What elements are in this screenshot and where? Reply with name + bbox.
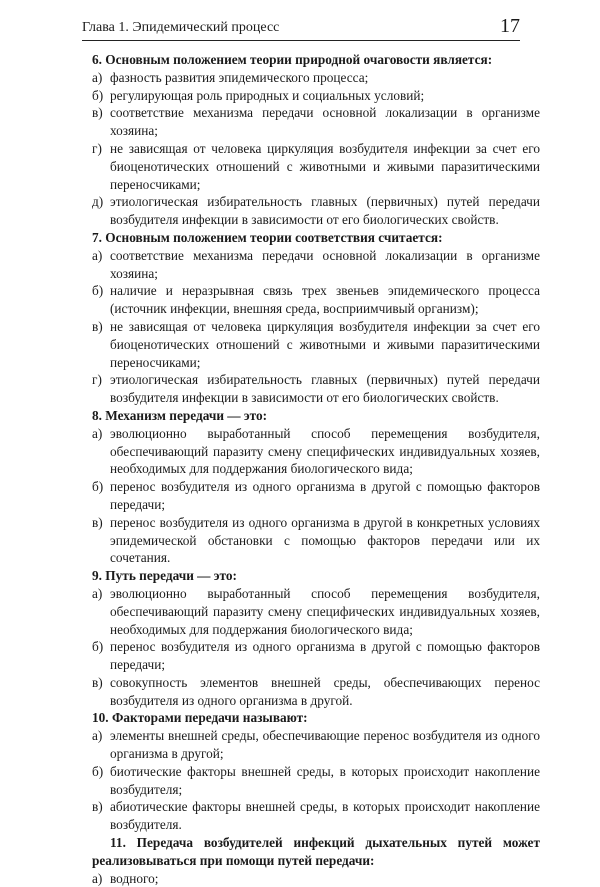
question-block xyxy=(92,407,540,567)
option-text: водного; xyxy=(110,870,159,886)
answer-option xyxy=(92,798,540,834)
option-text: регулирующая роль природных и социальных условий; xyxy=(110,87,425,103)
option-text: перенос возбудителя из одного организма в другой в конкретных условиях эпидемической обстановки с помощью факторов передачи или их сочетания. xyxy=(110,514,540,566)
question-block xyxy=(92,229,540,407)
answer-option xyxy=(92,514,540,567)
option-letter: а) xyxy=(92,69,103,85)
option-text: не зависящая от человека циркуляция возбудителя инфекции за счет его биоценотических отношений с животными и живыми паразитическими переносчиками; xyxy=(110,318,540,370)
answer-option xyxy=(92,763,540,799)
option-letter: а) xyxy=(92,425,103,441)
answer-option xyxy=(92,371,540,407)
option-text: биотические факторы внешней среды, в которых происходит накопление возбудителя; xyxy=(110,763,540,797)
answer-option xyxy=(92,247,540,283)
option-text: наличие и неразрывная связь трех звеньев эпидемического процесса (источник инфекции, внешняя среда, восприимчивый организм); xyxy=(110,283,540,317)
option-letter: д) xyxy=(92,194,104,210)
option-text: эволюционно выработанный способ перемещения возбудителя, обеспечивающий паразиту смену специфических индивидуальных хозяев, необходимых для поддержания биологического вида; xyxy=(110,425,540,477)
option-letter: а) xyxy=(92,247,103,263)
question-title: 10. Факторами передачи называют: xyxy=(92,710,308,726)
answer-option xyxy=(92,87,540,105)
option-text: не зависящая от человека циркуляция возбудителя инфекции за счет его биоценотических отношений с животными и живыми паразитическими переносчиками; xyxy=(110,140,540,192)
question-block xyxy=(92,567,540,709)
page-number: 17 xyxy=(500,15,520,37)
answer-option xyxy=(92,478,540,514)
answer-option xyxy=(92,140,540,193)
question-title: 7. Основным положением теории соответствия считается: xyxy=(92,229,443,245)
answer-option xyxy=(92,638,540,674)
question-title: 6. Основным положением теории природной очаговости является: xyxy=(92,52,493,67)
option-letter: а) xyxy=(92,728,103,744)
option-letter: в) xyxy=(92,105,103,121)
option-letter: б) xyxy=(92,283,104,299)
option-letter: б) xyxy=(92,639,104,655)
question-block xyxy=(92,834,540,887)
option-letter: в) xyxy=(92,674,103,690)
option-letter: б) xyxy=(92,479,104,495)
question-block xyxy=(92,709,540,834)
option-text: перенос возбудителя из одного организма в другой с помощью факторов передачи; xyxy=(110,479,540,512)
option-text: этиологическая избирательность главных (первичных) путей передачи возбудителя инфекции в зависимости от его биологических свойств. xyxy=(110,372,540,406)
option-text: соответствие механизма передачи основной локализации в организме хозяина; xyxy=(110,105,540,139)
option-text: эволюционно выработанный способ перемещения возбудителя, обеспечивающий паразиту смену специфических индивидуальных хозяев, необходимых для поддержания биологического вида; xyxy=(110,585,540,637)
answer-option xyxy=(92,193,540,229)
option-text: элементы внешней среды, обеспечивающие перенос возбудителя из одного организма в другой; xyxy=(110,728,540,762)
option-letter: в) xyxy=(92,318,103,334)
option-text: соответствие механизма передачи основной локализации в организме хозяина; xyxy=(110,247,540,281)
answer-option xyxy=(92,104,540,140)
option-text: совокупность элементов внешней среды, обеспечивающих перенос возбудителя из одного организма в другой. xyxy=(110,674,540,708)
question-title: 8. Механизм передачи — это: xyxy=(92,407,268,423)
answer-option xyxy=(92,585,540,638)
option-letter: в) xyxy=(92,799,103,815)
option-text: абиотические факторы внешней среды, в которых происходит накопление возбудителя. xyxy=(110,799,540,833)
option-letter: а) xyxy=(92,870,103,886)
option-letter: б) xyxy=(92,763,104,779)
option-text: этиологическая избирательность главных (первичных) путей передачи возбудителя инфекции в зависимости от его биологических свойств. xyxy=(110,194,540,228)
chapter-title: Глава 1. Эпидемический процесс xyxy=(82,20,280,35)
running-header xyxy=(82,12,520,41)
question-list xyxy=(92,51,540,887)
answer-option xyxy=(92,727,540,763)
answer-option xyxy=(92,425,540,478)
option-letter: г) xyxy=(92,372,102,388)
option-letter: г) xyxy=(92,140,102,156)
option-text: фазность развития эпидемического процесса; xyxy=(110,69,369,85)
answer-option xyxy=(92,282,540,318)
answer-option xyxy=(92,674,540,710)
question-title: 9. Путь передачи — это: xyxy=(92,568,237,584)
answer-option xyxy=(92,318,540,371)
option-letter: б) xyxy=(92,87,104,103)
answer-option xyxy=(92,69,540,87)
option-letter: а) xyxy=(92,585,103,601)
answer-option xyxy=(92,870,540,887)
question-title: 11. Передача возбудителей инфекций дыхательных путей может реализовываться при помощи путей передачи: xyxy=(92,835,540,868)
option-text: перенос возбудителя из одного организма в другой с помощью факторов передачи; xyxy=(110,639,540,673)
question-block xyxy=(92,51,540,229)
option-letter: в) xyxy=(92,514,103,530)
